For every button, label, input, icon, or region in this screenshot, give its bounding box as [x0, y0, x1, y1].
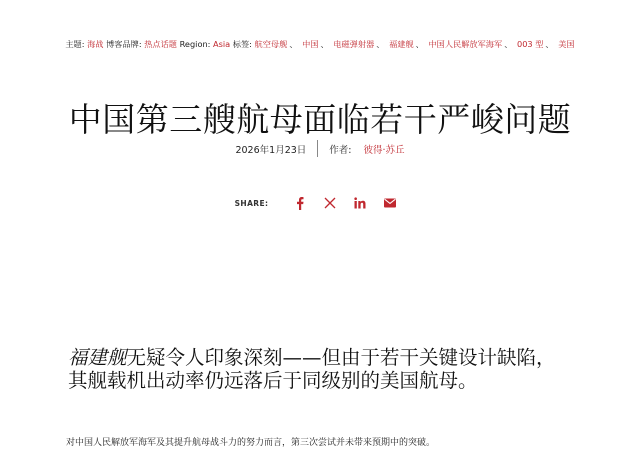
region-label: Region: [179, 39, 211, 49]
author-label: 作者: [329, 144, 352, 156]
blog-label: 博客品牌: [106, 39, 142, 49]
lede-ship-name: 福建舰 [68, 345, 127, 369]
tag-link[interactable]: 中国 [302, 39, 319, 49]
share-label: SHARE: [234, 198, 269, 208]
tag-link[interactable]: 福建舰 [389, 39, 414, 49]
article-lede [68, 346, 568, 392]
tag-link[interactable]: 003 型 [517, 39, 544, 49]
tags-label: 标签: [232, 39, 252, 49]
article-summary: 对中国人民解放军海军及其提升航母战斗力的努力而言，第三次尝试并未带来预期中的突破。 [66, 438, 436, 448]
publish-date: 2026年1月23日 [235, 144, 307, 156]
tag-link[interactable]: 中国人民解放军海军 [428, 39, 503, 49]
tag-separator: 、 [415, 39, 424, 49]
topic-link[interactable]: 海战 [87, 39, 104, 49]
topics-label: 主题: [65, 39, 85, 49]
tag-link[interactable]: 美国 [558, 39, 575, 49]
tag-link[interactable]: 航空母舰 [254, 39, 288, 49]
blog-link[interactable]: 热点话题 [144, 39, 177, 49]
tag-separator: 、 [376, 39, 385, 49]
article-meta-bar [0, 39, 640, 50]
author-link[interactable]: 彼得·苏丘 [363, 144, 405, 156]
tag-separator: 、 [545, 39, 554, 49]
tag-link[interactable]: 电磁弹射器 [333, 39, 375, 49]
x-icon[interactable] [322, 195, 338, 211]
byline [0, 140, 640, 157]
linkedin-icon[interactable] [352, 195, 368, 211]
article-title: 中国第三艘航母面临若干严峻问题 [68, 100, 572, 140]
lede-text: 无疑令人印象深刻——但由于若干关键设计缺陷，其舰载机出动率仍远落后于同级别的美国航母。 [68, 345, 556, 392]
facebook-icon[interactable] [292, 195, 308, 211]
tag-separator: 、 [289, 39, 298, 49]
share-bar [0, 195, 640, 211]
tag-separator: 、 [320, 39, 329, 49]
email-icon[interactable] [382, 195, 398, 211]
byline-divider [317, 140, 318, 157]
region-link[interactable]: Asia [213, 39, 231, 49]
tag-separator: 、 [504, 39, 513, 49]
